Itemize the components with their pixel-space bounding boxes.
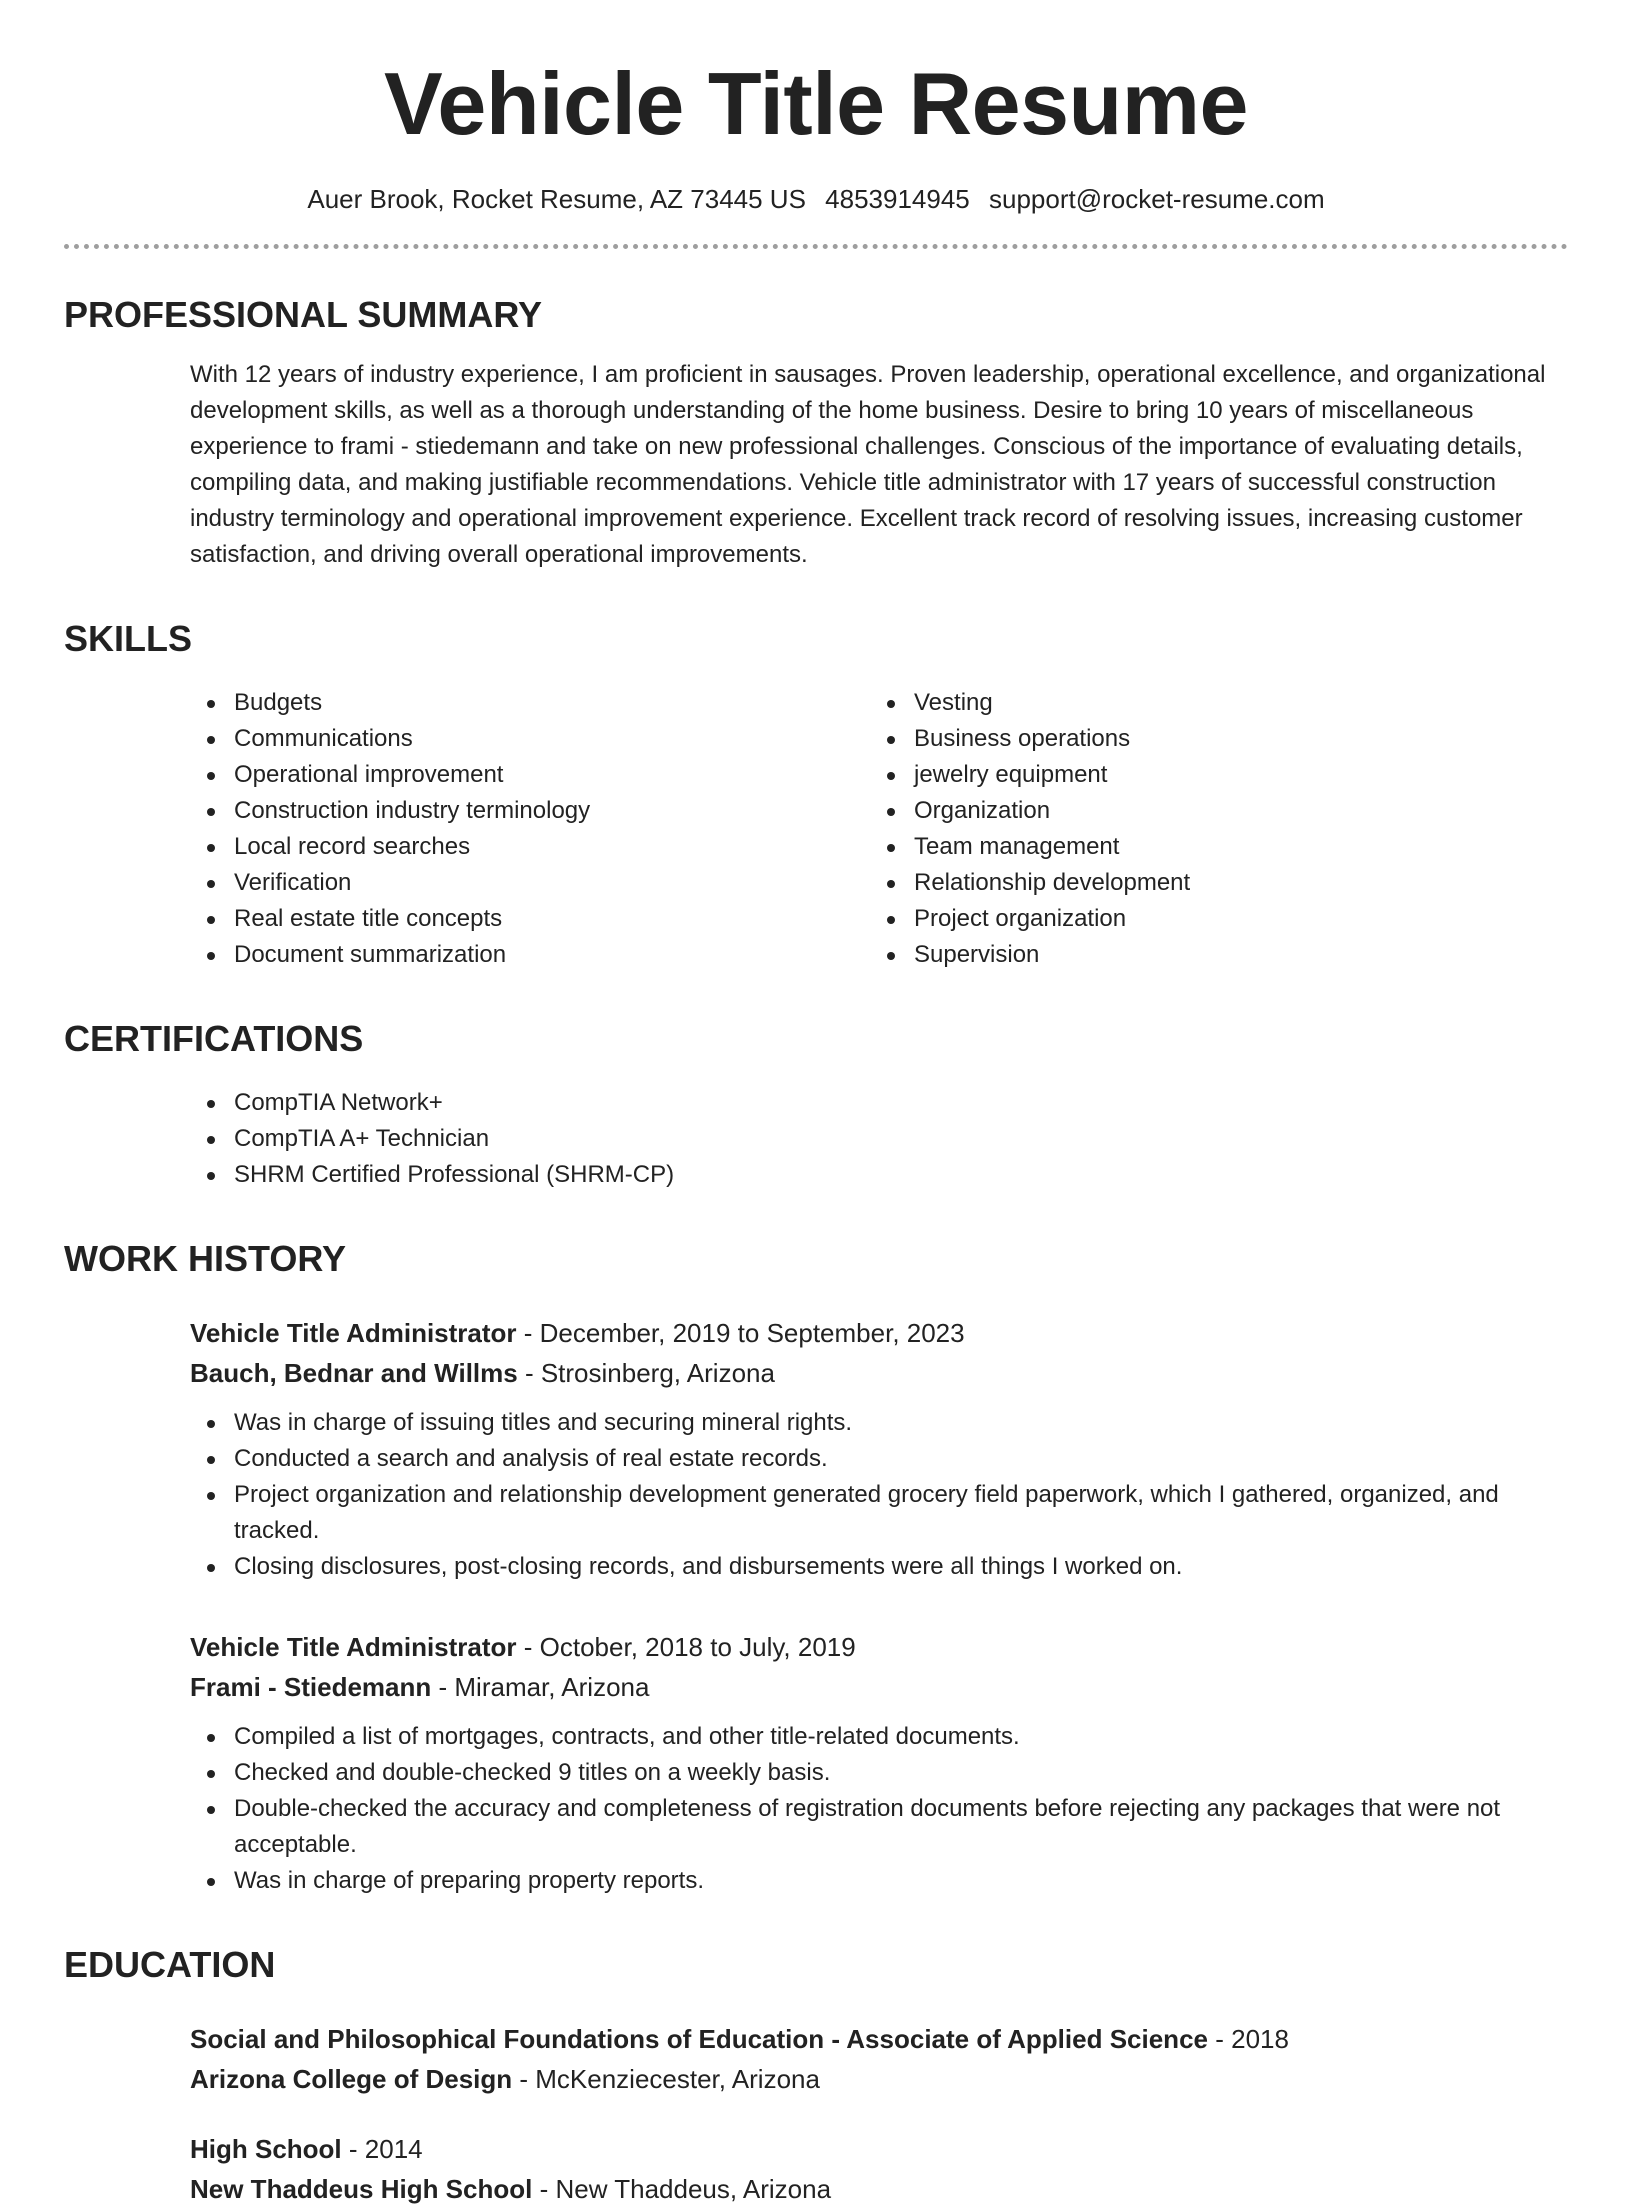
- job-company-line: [190, 1353, 1568, 1393]
- job-duties-list: [190, 1405, 1568, 1585]
- job-company-line: [190, 1667, 1568, 1707]
- education-school-line: [190, 2169, 1568, 2209]
- skill-item: Verification: [190, 865, 870, 901]
- resume-title: Vehicle Title Resume: [384, 54, 1248, 153]
- skills-list-left: [190, 685, 870, 973]
- job-duty: Was in charge of issuing titles and securing mineral rights.: [190, 1405, 1568, 1441]
- job-company: Bauch, Bednar and Willms: [190, 1358, 518, 1388]
- job-title-line: [190, 1313, 1568, 1353]
- summary-heading: PROFESSIONAL SUMMARY: [64, 294, 543, 335]
- education-entry: [190, 2129, 1568, 2209]
- skill-item: Supervision: [870, 937, 1550, 973]
- job-location: - Strosinberg, Arizona: [517, 1358, 775, 1388]
- skill-item: Operational improvement: [190, 757, 870, 793]
- skill-item: Construction industry terminology: [190, 793, 870, 829]
- education-location: - New Thaddeus, Arizona: [532, 2174, 832, 2204]
- contact-line: [64, 182, 1568, 216]
- skills-grid: [190, 685, 1568, 973]
- certification-item: CompTIA Network+: [190, 1085, 1568, 1121]
- skill-item: Business operations: [870, 721, 1550, 757]
- education-school-line: [190, 2059, 1568, 2099]
- certifications-list: [190, 1085, 1568, 1193]
- summary-text: With 12 years of industry experience, I am proficient in sausages. Proven leadership, operational excellence, and organizational development skills, as well as a thorough understanding of the home business. Desire to bring 10 years of miscellaneous experience to frami - stiedemann and take on new professional challenges. Conscious of the importance of evaluating details, compiling data, and making justifiable recommendations. Vehicle title administrator with 17 years of successful construction industry terminology and operational improvement experience. Excellent track record of resolving issues, increasing customer satisfaction, and driving overall operational improvements.: [190, 361, 1546, 568]
- skill-item: jewelry equipment: [870, 757, 1550, 793]
- job-duty: Conducted a search and analysis of real estate records.: [190, 1441, 1568, 1477]
- skill-item: Relationship development: [870, 865, 1550, 901]
- education-degree-line: [190, 2019, 1568, 2059]
- job-location: - Miramar, Arizona: [431, 1672, 650, 1702]
- education-location: - McKenziecester, Arizona: [512, 2064, 820, 2094]
- header-divider: [64, 244, 1568, 249]
- job-duties-list: [190, 1719, 1568, 1899]
- job-duty: Was in charge of preparing property reports.: [190, 1863, 1568, 1899]
- skill-item: Budgets: [190, 685, 870, 721]
- education-degree: High School: [190, 2134, 342, 2164]
- certification-item: CompTIA A+ Technician: [190, 1121, 1568, 1157]
- skill-item: Team management: [870, 829, 1550, 865]
- certifications-heading: CERTIFICATIONS: [64, 1018, 364, 1059]
- education-entry: [190, 2019, 1568, 2099]
- contact-phone: 4853914945: [825, 184, 970, 214]
- skills-list-right: [870, 685, 1550, 973]
- job-dates: - December, 2019 to September, 2023: [516, 1318, 965, 1348]
- skill-item: Organization: [870, 793, 1550, 829]
- job-duty: Compiled a list of mortgages, contracts, and other title-related documents.: [190, 1719, 1568, 1755]
- job-title: Vehicle Title Administrator: [190, 1632, 517, 1662]
- skill-item: Local record searches: [190, 829, 870, 865]
- job-entry: [190, 1313, 1568, 1585]
- job-duty: Double-checked the accuracy and completeness of registration documents before rejecting any packages that were not acceptable.: [190, 1791, 1568, 1863]
- job-title: Vehicle Title Administrator: [190, 1318, 517, 1348]
- education-degree: Social and Philosophical Foundations of Education - Associate of Applied Science: [190, 2024, 1208, 2054]
- skills-heading: SKILLS: [64, 618, 193, 659]
- education-year: - 2014: [341, 2134, 423, 2164]
- job-dates: - October, 2018 to July, 2019: [516, 1632, 856, 1662]
- skill-item: Project organization: [870, 901, 1550, 937]
- certification-item: SHRM Certified Professional (SHRM-CP): [190, 1157, 1568, 1193]
- skill-item: Document summarization: [190, 937, 870, 973]
- job-title-line: [190, 1627, 1568, 1667]
- job-entry: [190, 1627, 1568, 1899]
- education-school: New Thaddeus High School: [190, 2174, 533, 2204]
- job-duty: Project organization and relationship development generated grocery field paperwork, which I gathered, organized, and tracked.: [190, 1477, 1568, 1549]
- job-duty: Checked and double-checked 9 titles on a weekly basis.: [190, 1755, 1568, 1791]
- education-degree-line: [190, 2129, 1568, 2169]
- job-company: Frami - Stiedemann: [190, 1672, 432, 1702]
- skill-item: Communications: [190, 721, 870, 757]
- education-school: Arizona College of Design: [190, 2064, 513, 2094]
- education-year: - 2018: [1208, 2024, 1289, 2054]
- work-history-heading: WORK HISTORY: [64, 1238, 347, 1279]
- education-heading: EDUCATION: [64, 1944, 276, 1985]
- contact-address: Auer Brook, Rocket Resume, AZ 73445 US: [307, 184, 806, 214]
- skill-item: Real estate title concepts: [190, 901, 870, 937]
- contact-email: support@rocket-resume.com: [989, 184, 1325, 214]
- skill-item: Vesting: [870, 685, 1550, 721]
- job-duty: Closing disclosures, post-closing records, and disbursements were all things I worked on.: [190, 1549, 1568, 1585]
